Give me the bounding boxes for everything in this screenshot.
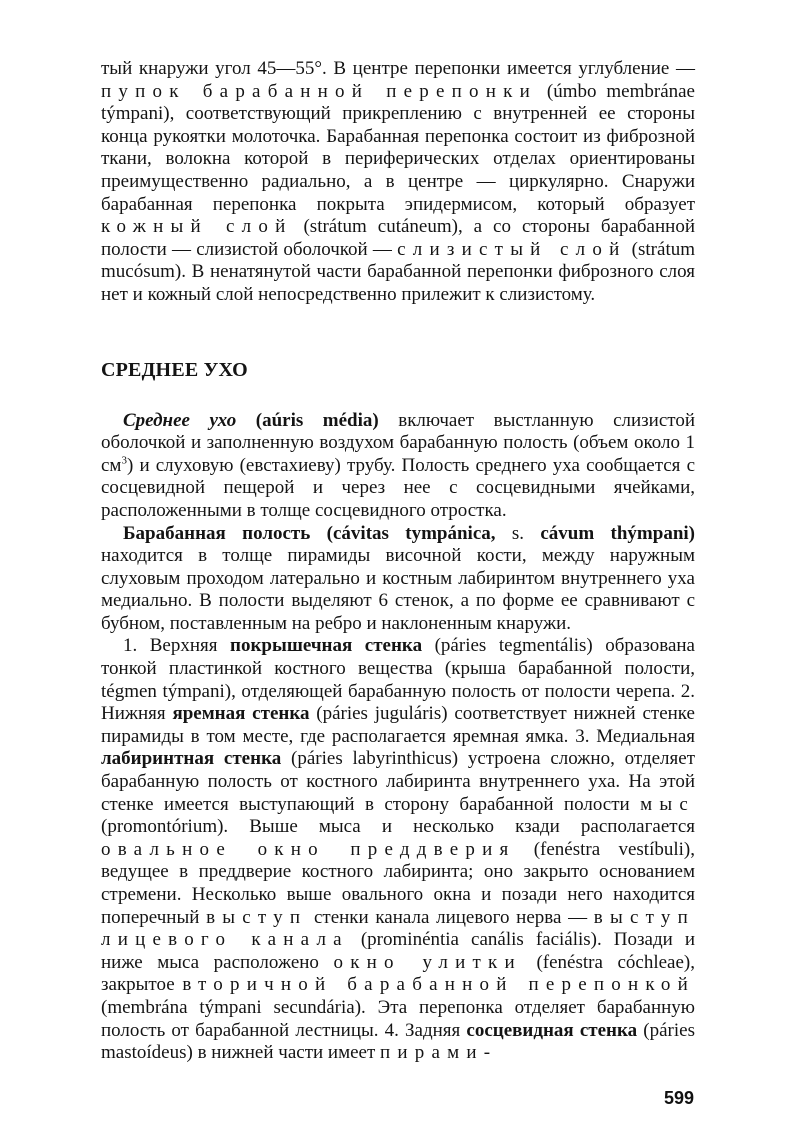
bold-term: cávum thýmpani) — [540, 522, 695, 544]
spaced-term: пирами- — [380, 1042, 498, 1064]
bold-term: (aúris média) — [236, 409, 379, 431]
bold-term: яремная стенка — [172, 703, 310, 725]
bold-term: лабиринтная стенка — [101, 748, 282, 770]
spaced-term: окно улитки — [333, 951, 522, 973]
bold-term: сосцевидная стенка — [466, 1019, 638, 1041]
text-run: (úmbo membránae týmpani), соответствующий прикреплению с внутренней ее стороны конца рукоятки молоточка. Барабанная перепонка состоит из фиброзной ткани, волокна которой в периферических отделах ориентированы преимущественно радиально, а в центре — циркулярно. Снаружи барабанная перепонка покрыта эпидермисом, который образует — [101, 80, 695, 215]
text-run: (fenéstra cóchleae), закрытое — [101, 951, 695, 996]
section-heading: СРЕДНЕЕ УХО — [101, 358, 248, 381]
page-content — [101, 58, 695, 1065]
spaced-term: овальное окно преддверия — [101, 838, 516, 860]
spaced-term: мыс — [640, 793, 695, 815]
text-run: тый кнаружи угол 45—55°. В центре перепонки имеется углубление — — [101, 58, 695, 79]
text-run: (strátum cutáneum), а со стороны барабанной полости — слизистой оболочкой — — [101, 216, 695, 260]
paragraph-tympanic-membrane — [101, 58, 695, 307]
spaced-term: выступ — [206, 906, 308, 928]
superscript: 3 — [121, 454, 127, 467]
text-run: 1. Верхняя — [123, 635, 231, 657]
paragraph-tympanic-cavity — [101, 523, 695, 636]
text-run: стенки канала лицевого нерва — — [307, 906, 594, 928]
text-run: (páries juguláris) соответствует нижней стенке пирамиды в том месте, где располагается яремная ямка. 3. Медиальная — [101, 703, 695, 747]
text-run: ) и слуховую (евстахиеву) трубу. Полость среднего уха сообщается с сосцевидной пещерой и через нее с сосцевидными ячейками, расположенными в толще сосцевидного отростка. — [101, 454, 695, 521]
text-run: (membrána týmpani secundária). Эта перепонка отделяет барабанную полость от барабанной лестницы. 4. Задняя — [101, 996, 695, 1041]
text-run: (prominéntia canális faciális). Позади и ниже мыса расположено — [101, 929, 695, 973]
text-run: (páries labyrinthicus) устроена сложно, отделяет барабанную полость от костного лабиринта внутреннего уха. На этой стенке имеется выступающий в сторону барабанной полости — [101, 748, 695, 815]
italic-term: Среднее ухо — [123, 409, 237, 431]
bold-term: покрышечная стенка — [230, 635, 423, 657]
spaced-term: вторичной барабанной перепонкой — [182, 974, 695, 996]
paragraph-middle-ear — [101, 410, 695, 523]
text-run: (páries mastoídeus) в нижней части имеет — [101, 1019, 695, 1064]
spaced-term: слизистый слой — [397, 238, 627, 260]
text-run: включает выстланную слизистой оболочкой и заполненную воздухом барабанную полость (объем около 1 см — [101, 409, 696, 476]
bold-term: Барабанная полость (cávitas tympánica, — [123, 522, 496, 544]
text-run: находится в толще пирамиды височной кости, между наружным слуховым проходом латерально и костным лабиринтом внутреннего уха медиально. В полости выделяют 6 стенок, а по форме ее сравнивают с бубном, поставленным на ребро и наклоненным кнаружи. — [101, 545, 695, 634]
paragraph-cavity-walls — [101, 635, 695, 1064]
spaced-term: пупок барабанной перепонки — [101, 80, 537, 102]
page-number: 599 — [663, 1088, 694, 1108]
text-run: s. — [495, 522, 541, 544]
text-run: (strátum mucósum). В ненатянутой части барабанной перепонки фиброзного слоя нет и кожный слой непосредственно прилежит к слизистому. — [101, 238, 695, 305]
spaced-term: выступ лицевого канала — [101, 906, 695, 951]
text-run: (fenéstra vestíbuli), ведущее в преддверие костного лабиринта; оно закрыто основанием стремени. Несколько выше овального окна и позади него находится поперечный — [101, 838, 695, 928]
text-run: (páries tegmentális) образована тонкой пластинкой костного вещества (крыша барабанной полости, tégmen týmpani), отделяющей барабанную полость от полости черепа. 2. Нижняя — [101, 635, 695, 725]
text-run: (promontórium). Выше мыса и несколько кзади располагается — [101, 816, 695, 838]
spaced-term: кожный слой — [101, 216, 293, 238]
